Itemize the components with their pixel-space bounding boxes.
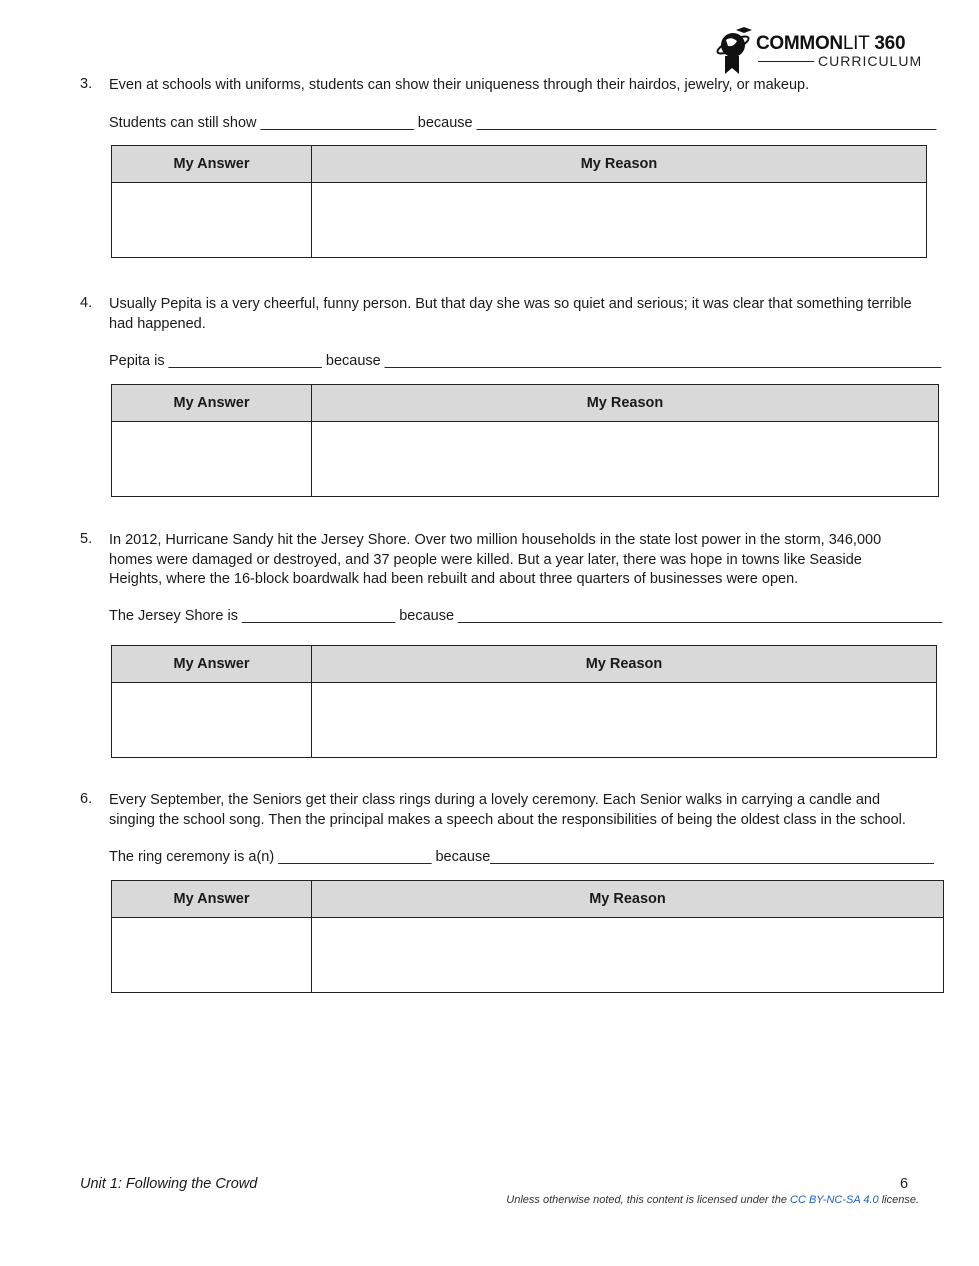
my-answer-cell[interactable] bbox=[112, 422, 312, 497]
my-reason-cell[interactable] bbox=[312, 422, 939, 497]
sentence-frame: The Jersey Shore is ___________________ because ____________________________________________________________ bbox=[109, 608, 942, 624]
sentence-frame: Students can still show ___________________ because _________________________________________________________ bbox=[109, 115, 937, 131]
my-answer-header: My Answer bbox=[112, 646, 312, 683]
license-suffix: license. bbox=[878, 1194, 919, 1206]
my-answer-header: My Answer bbox=[112, 146, 312, 183]
unit-title: Unit 1: Following the Crowd bbox=[80, 1176, 258, 1192]
my-reason-header: My Reason bbox=[312, 646, 937, 683]
license-link[interactable]: CC BY-NC-SA 4.0 bbox=[790, 1194, 879, 1206]
answer-table bbox=[111, 384, 939, 497]
my-reason-header: My Reason bbox=[312, 385, 939, 422]
question-text: In 2012, Hurricane Sandy hit the Jersey Shore. Over two million households in the state lost power in the storm, 346,000 homes were damaged or destroyed, and 37 people were killed. But a year later, there was hope in towns like Seaside Heights, where the 16-block boardwalk had been rebuilt and about three quarters of businesses were open. bbox=[109, 532, 882, 587]
my-reason-header: My Reason bbox=[312, 881, 944, 918]
my-answer-header: My Answer bbox=[112, 881, 312, 918]
question-text: Usually Pepita is a very cheerful, funny person. But that day she was so quiet and serious; it was clear that something terrible had happened. bbox=[109, 296, 912, 332]
answer-table bbox=[111, 145, 927, 258]
globe-graduate-icon bbox=[714, 26, 754, 76]
my-answer-header: My Answer bbox=[112, 385, 312, 422]
page-number: 6 bbox=[900, 1176, 909, 1192]
question-number: 3. bbox=[80, 76, 93, 92]
my-reason-header: My Reason bbox=[312, 146, 927, 183]
brand-subtitle: CURRICULUM bbox=[818, 53, 923, 69]
sentence-frame: The ring ceremony is a(n) ___________________ because_______________________________________________________ bbox=[109, 849, 934, 865]
my-answer-cell[interactable] bbox=[112, 918, 312, 993]
my-reason-cell[interactable] bbox=[312, 683, 937, 758]
question-number: 5. bbox=[80, 531, 93, 547]
my-reason-cell[interactable] bbox=[312, 183, 927, 258]
answer-table bbox=[111, 880, 944, 993]
brand-name: COMMONLIT 360 bbox=[756, 33, 906, 54]
license-text: Unless otherwise noted, this content is licensed under the bbox=[506, 1194, 790, 1206]
question-text: Every September, the Seniors get their class rings during a lovely ceremony. Each Senior walks in carrying a candle and singing the school song. Then the principal makes a speech about the responsibilities of being the oldest class in the school. bbox=[109, 792, 906, 828]
my-answer-cell[interactable] bbox=[112, 683, 312, 758]
logo-divider bbox=[758, 61, 814, 62]
my-answer-cell[interactable] bbox=[112, 183, 312, 258]
answer-table bbox=[111, 645, 937, 758]
commonlit-logo bbox=[714, 26, 924, 76]
question-number: 4. bbox=[80, 295, 93, 311]
question-text: Even at schools with uniforms, students can show their uniqueness through their hairdos, jewelry, or makeup. bbox=[109, 77, 810, 93]
my-reason-cell[interactable] bbox=[312, 918, 944, 993]
license-notice bbox=[506, 1194, 919, 1206]
question-number: 6. bbox=[80, 791, 93, 807]
sentence-frame: Pepita is ___________________ because _____________________________________________________________________ bbox=[109, 353, 942, 369]
